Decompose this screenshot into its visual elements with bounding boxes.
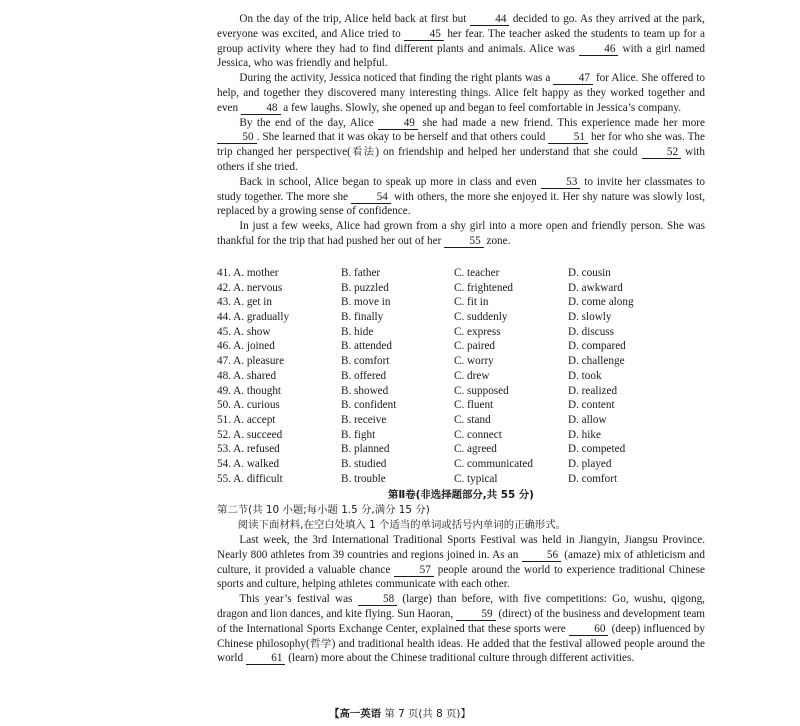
option-choice-c[interactable]: C. frightened (454, 281, 514, 294)
option-choice-a[interactable]: 43. A. get in (217, 296, 273, 309)
option-choice-c[interactable]: C. suddenly (454, 311, 508, 324)
passage-text: she had made a new friend. This experience made her more (417, 116, 705, 129)
passage-text: (amaze) mix of athleticism and culture, it provided a valuable chance (217, 548, 705, 576)
option-choice-a[interactable]: 53. A. refused (217, 443, 280, 456)
option-choice-b[interactable]: B. showed (341, 384, 389, 397)
passage-text: people around the world to experience traditional Chinese sports and culture, helping athletes communicate with each other. (217, 563, 705, 591)
passage-text: ) and traditional health ideas. He added that the festival allowed people around the world (217, 637, 706, 665)
option-row (217, 325, 705, 340)
option-choice-d[interactable]: D. took (568, 369, 602, 382)
option-choice-d[interactable]: D. hike (568, 428, 601, 441)
blank-56[interactable]: 56 (522, 549, 562, 562)
passage-text: her fear. The teacher asked the students to team up for a group activity where they had to find different plants and animals. Alice was (217, 27, 705, 55)
option-choice-d[interactable]: D. compared (568, 340, 626, 353)
option-choice-d[interactable]: D. come along (568, 296, 634, 309)
blank-50[interactable]: 50 (217, 131, 257, 144)
option-choice-b[interactable]: B. studied (341, 457, 387, 470)
blank-46[interactable]: 46 (579, 43, 619, 56)
volume-title: 第Ⅱ卷(非选择题部分,共 55 分) (388, 489, 534, 501)
option-row (217, 398, 705, 413)
cloze-paragraph-5 (217, 219, 705, 249)
answer-options (217, 266, 705, 486)
option-choice-c[interactable]: C. fit in (454, 296, 489, 309)
option-choice-c[interactable]: C. fluent (454, 399, 494, 412)
passage-text: to invite her classmates to study together. The more she (217, 175, 705, 203)
option-choice-b[interactable]: B. offered (341, 369, 387, 382)
section-instruction: 阅读下面材料,在空白处填入 1 个适当的单词或括号内单词的正确形式。 (237, 519, 567, 531)
option-choice-a[interactable]: 44. A. gradually (217, 311, 290, 324)
option-choice-c[interactable]: C. agreed (454, 443, 497, 456)
passage-text: zone. (483, 234, 511, 247)
option-row (217, 428, 705, 443)
blank-58[interactable]: 58 (358, 593, 398, 606)
option-choice-c[interactable]: C. worry (454, 355, 494, 368)
option-row (217, 295, 705, 310)
option-choice-a[interactable]: 52. A. succeed (217, 428, 283, 441)
section-heading: 第二节(共 10 小题;每小题 1.5 分,满分 15 分) (217, 504, 430, 516)
blank-55[interactable]: 55 (444, 235, 484, 248)
option-choice-d[interactable]: D. allow (568, 413, 607, 426)
blank-61[interactable]: 61 (246, 652, 286, 665)
option-row (217, 266, 705, 281)
option-choice-b[interactable]: B. move in (341, 296, 391, 309)
option-choice-c[interactable]: C. typical (454, 472, 498, 485)
option-choice-a[interactable]: 48. A. shared (217, 369, 277, 382)
option-choice-c[interactable]: C. paired (454, 340, 496, 353)
option-choice-a[interactable]: 49. A. thought (217, 384, 282, 397)
option-choice-b[interactable]: B. confident (341, 399, 397, 412)
blank-45[interactable]: 45 (404, 28, 444, 41)
passage-text: decided to go. As they arrived at the park, everyone was excited, and Alice tried to (217, 13, 705, 40)
passage-text: (direct) of the business and development team of the International Sports Exchange Center, explained that these sports were (217, 607, 706, 635)
option-row (217, 354, 705, 369)
option-row (217, 384, 705, 399)
cloze-passage (217, 12, 705, 249)
grammar-paragraph-2 (217, 592, 705, 666)
blank-44[interactable]: 44 (470, 13, 510, 26)
option-choice-d[interactable]: D. comfort (568, 472, 618, 485)
option-choice-c[interactable]: C. communicated (454, 457, 533, 470)
option-choice-a[interactable]: 50. A. curious (217, 399, 280, 412)
cloze-paragraph-2 (217, 71, 705, 115)
cloze-paragraph-4 (217, 175, 705, 219)
cloze-paragraph-1 (217, 12, 705, 71)
cloze-paragraph-3 (217, 116, 705, 175)
option-choice-a[interactable]: 41. A. mother (217, 267, 279, 279)
blank-52[interactable]: 52 (642, 146, 682, 159)
chinese-gloss: 看法 (350, 146, 376, 159)
option-choice-b[interactable]: B. fight (341, 428, 376, 441)
passage-text: (deep) influenced by Chinese philosophy( (217, 622, 705, 650)
option-choice-d[interactable]: D. content (568, 399, 615, 412)
option-choice-d[interactable]: D. played (568, 457, 612, 470)
blank-49[interactable]: 49 (378, 117, 418, 130)
passage-text: with others, the more she enjoyed it. Her shy nature was slowly lost, replaced by a growing sense of confidence. (217, 190, 705, 218)
footer-subject: 【高一英语 (329, 708, 382, 720)
blank-48[interactable]: 48 (241, 102, 281, 115)
passage-text: This year’s festival was (239, 593, 358, 606)
option-choice-b[interactable]: B. finally (341, 311, 384, 324)
option-choice-d[interactable]: D. discuss (568, 325, 614, 338)
option-choice-c[interactable]: C. teacher (454, 267, 500, 279)
passage-text: with others if she tried. (217, 146, 706, 173)
option-choice-c[interactable]: C. connect (454, 428, 502, 441)
passage-text: On the day of the trip, Alice held back at first but (239, 13, 470, 25)
blank-57[interactable]: 57 (394, 564, 434, 577)
passage-text: for Alice. She offered to help, and together they discovered many interesting things. Alice felt happy as they worked together and even (217, 72, 705, 114)
option-choice-b[interactable]: B. attended (341, 340, 392, 353)
option-row (217, 472, 705, 487)
option-row (217, 339, 705, 354)
option-choice-d[interactable]: D. challenge (568, 355, 625, 368)
passage-text: Back in school, Alice began to speak up more in class and even (239, 175, 541, 188)
passage-text: a few laughs. Slowly, she opened up and began to feel comfortable in Jessica’s company. (280, 101, 682, 114)
option-choice-b[interactable]: B. receive (341, 413, 387, 426)
option-row (217, 457, 705, 472)
blank-53[interactable]: 53 (541, 176, 581, 189)
grammar-paragraph-1 (217, 533, 705, 592)
option-row (217, 442, 705, 457)
option-choice-c[interactable]: C. drew (454, 369, 490, 382)
option-choice-b[interactable]: B. puzzled (341, 281, 389, 294)
option-row (217, 281, 705, 296)
blank-47[interactable]: 47 (553, 72, 593, 85)
option-choice-a[interactable]: 55. A. difficult (217, 472, 283, 485)
grammar-fill-passage (217, 533, 705, 666)
option-choice-c[interactable]: C. express (454, 325, 501, 338)
option-row (217, 310, 705, 325)
passage-text: (learn) more about the Chinese traditional culture through different activities. (285, 652, 635, 665)
option-choice-b[interactable]: B. hide (341, 325, 374, 338)
passage-text: with a girl named Jessica, who was friendly and helpful. (217, 42, 705, 70)
option-row (217, 413, 705, 428)
option-choice-b[interactable]: B. trouble (341, 472, 386, 485)
option-choice-b[interactable]: B. father (341, 267, 381, 279)
option-choice-a[interactable]: 46. A. joined (217, 340, 275, 353)
blank-59[interactable]: 59 (456, 608, 496, 621)
blank-60[interactable]: 60 (569, 623, 609, 636)
page-footer (0, 705, 800, 720)
footer-page-number: 第 7 页(共 8 页)】 (384, 708, 471, 720)
option-choice-a[interactable]: 51. A. accept (217, 413, 276, 426)
option-choice-a[interactable]: 54. A. walked (217, 457, 280, 470)
option-choice-d[interactable]: D. realized (568, 384, 618, 397)
option-choice-a[interactable]: 45. A. show (217, 325, 271, 338)
option-choice-d[interactable]: D. cousin (568, 267, 611, 279)
passage-text: her for who she was. The trip changed her perspective( (217, 131, 705, 159)
option-choice-b[interactable]: B. planned (341, 443, 390, 456)
option-choice-a[interactable]: 42. A. nervous (217, 281, 283, 294)
option-choice-d[interactable]: D. slowly (568, 311, 612, 324)
option-choice-c[interactable]: C. supposed (454, 384, 509, 397)
blank-51[interactable]: 51 (548, 131, 588, 144)
passage-text: In just a few weeks, Alice had grown from a shy girl into a more open and friendly person. She was thankful for the trip that had pushed her out of her (217, 220, 705, 247)
chinese-gloss: 哲学 (309, 637, 332, 650)
passage-text: During the activity, Jessica noticed that finding the right plants was a (239, 72, 554, 85)
option-row (217, 369, 705, 384)
option-choice-c[interactable]: C. stand (454, 413, 491, 426)
blank-54[interactable]: 54 (351, 191, 391, 204)
passage-text: ) on friendship and helped her understand that she could (375, 146, 642, 159)
passage-text: Last week, the 3rd International Traditional Sports Festival was held in Jiangyin, Jiangsu Province. Nearly 800 athletes from 39 countries and regions joined in. As an (217, 534, 705, 561)
passage-text: (large) than before, with five competitions: Go, wushu, qigong, dragon and lion dances, and kite flying. Sun Haoran, (217, 593, 705, 620)
option-choice-d[interactable]: D. awkward (568, 281, 623, 294)
passage-text: By the end of the day, Alice (239, 116, 379, 129)
option-choice-b[interactable]: B. comfort (341, 355, 390, 368)
passage-text: . She learned that it was okay to be herself and that others could (256, 131, 549, 144)
option-choice-a[interactable]: 47. A. pleasure (217, 355, 285, 368)
option-choice-d[interactable]: D. competed (568, 443, 626, 456)
